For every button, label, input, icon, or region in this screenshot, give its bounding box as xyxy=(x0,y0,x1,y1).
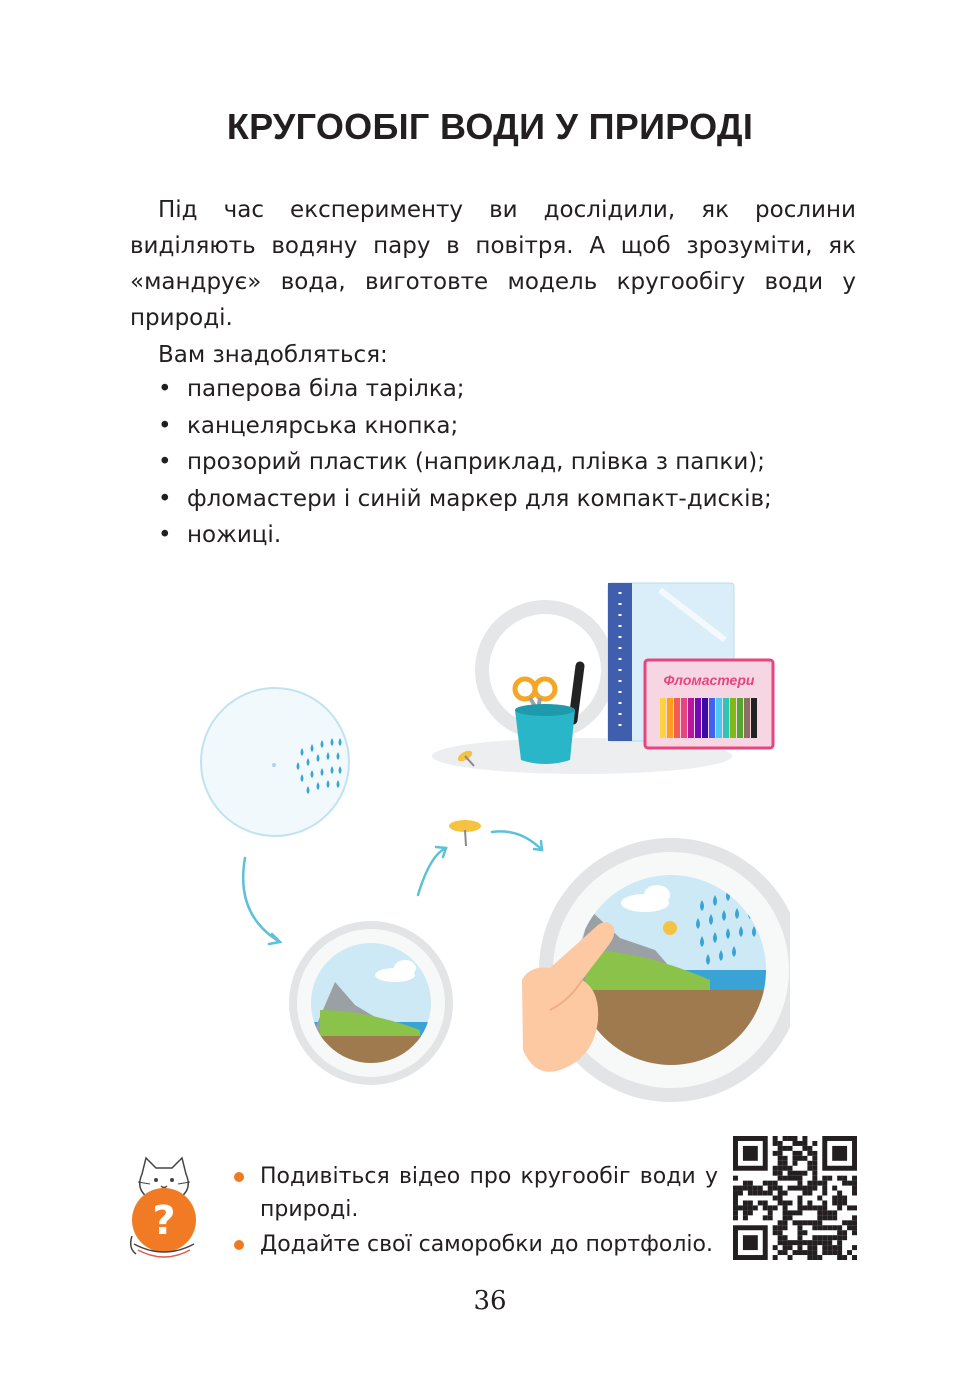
task-text: Подивіться відео про кругообіг води у природі. xyxy=(260,1164,718,1222)
material-text: паперова біла тарілка; xyxy=(187,376,465,402)
intro-paragraph: Під час експерименту ви дослідили, як рослини виділяють водяну пару в повітря. А щоб зрозуміти, як «мандрує» вода, виготовте модель кругообігу води у природі. xyxy=(130,197,856,331)
materials-heading: Вам знадобляться: xyxy=(158,342,388,368)
page-title: КРУГООБІГ ВОДИ У ПРИРОДІ xyxy=(226,106,754,147)
list-item xyxy=(130,481,772,518)
material-text: прозорий пластик (наприклад, плівка з папки); xyxy=(187,449,765,475)
page-number: 36 xyxy=(473,1286,507,1316)
markers-pack-icon xyxy=(645,660,773,748)
list-item xyxy=(232,1228,718,1261)
bullet-icon xyxy=(234,1172,244,1182)
bullet-icon: • xyxy=(158,522,172,548)
material-text: канцелярська кнопка; xyxy=(187,412,459,439)
qr-code-icon[interactable] xyxy=(733,1136,857,1260)
bullet-icon: • xyxy=(158,485,172,512)
bullet-icon: • xyxy=(158,449,172,475)
list-item xyxy=(232,1160,718,1226)
list-item xyxy=(130,517,772,554)
task-text: Додайте свої саморобки до портфоліо. xyxy=(260,1232,713,1257)
bullet-icon: • xyxy=(158,376,172,402)
water-cycle-illustration xyxy=(190,570,790,1110)
materials-list xyxy=(130,371,772,554)
bullet-icon xyxy=(234,1240,244,1250)
paper-plate-icon xyxy=(289,921,453,1085)
task-list xyxy=(232,1160,718,1263)
markers-pack-label: Фломастери xyxy=(663,672,755,688)
list-item xyxy=(130,371,772,408)
question-mark-icon: ? xyxy=(152,1198,176,1244)
list-item xyxy=(130,408,772,445)
bullet-icon: • xyxy=(158,412,172,439)
push-pin-icon xyxy=(449,820,481,846)
list-item xyxy=(130,444,772,481)
question-cat-icon xyxy=(124,1152,204,1262)
material-text: ножиці. xyxy=(187,522,282,548)
material-text: фломастери і синій маркер для компакт-дисків; xyxy=(187,485,772,512)
plastic-disc-icon xyxy=(201,688,349,836)
